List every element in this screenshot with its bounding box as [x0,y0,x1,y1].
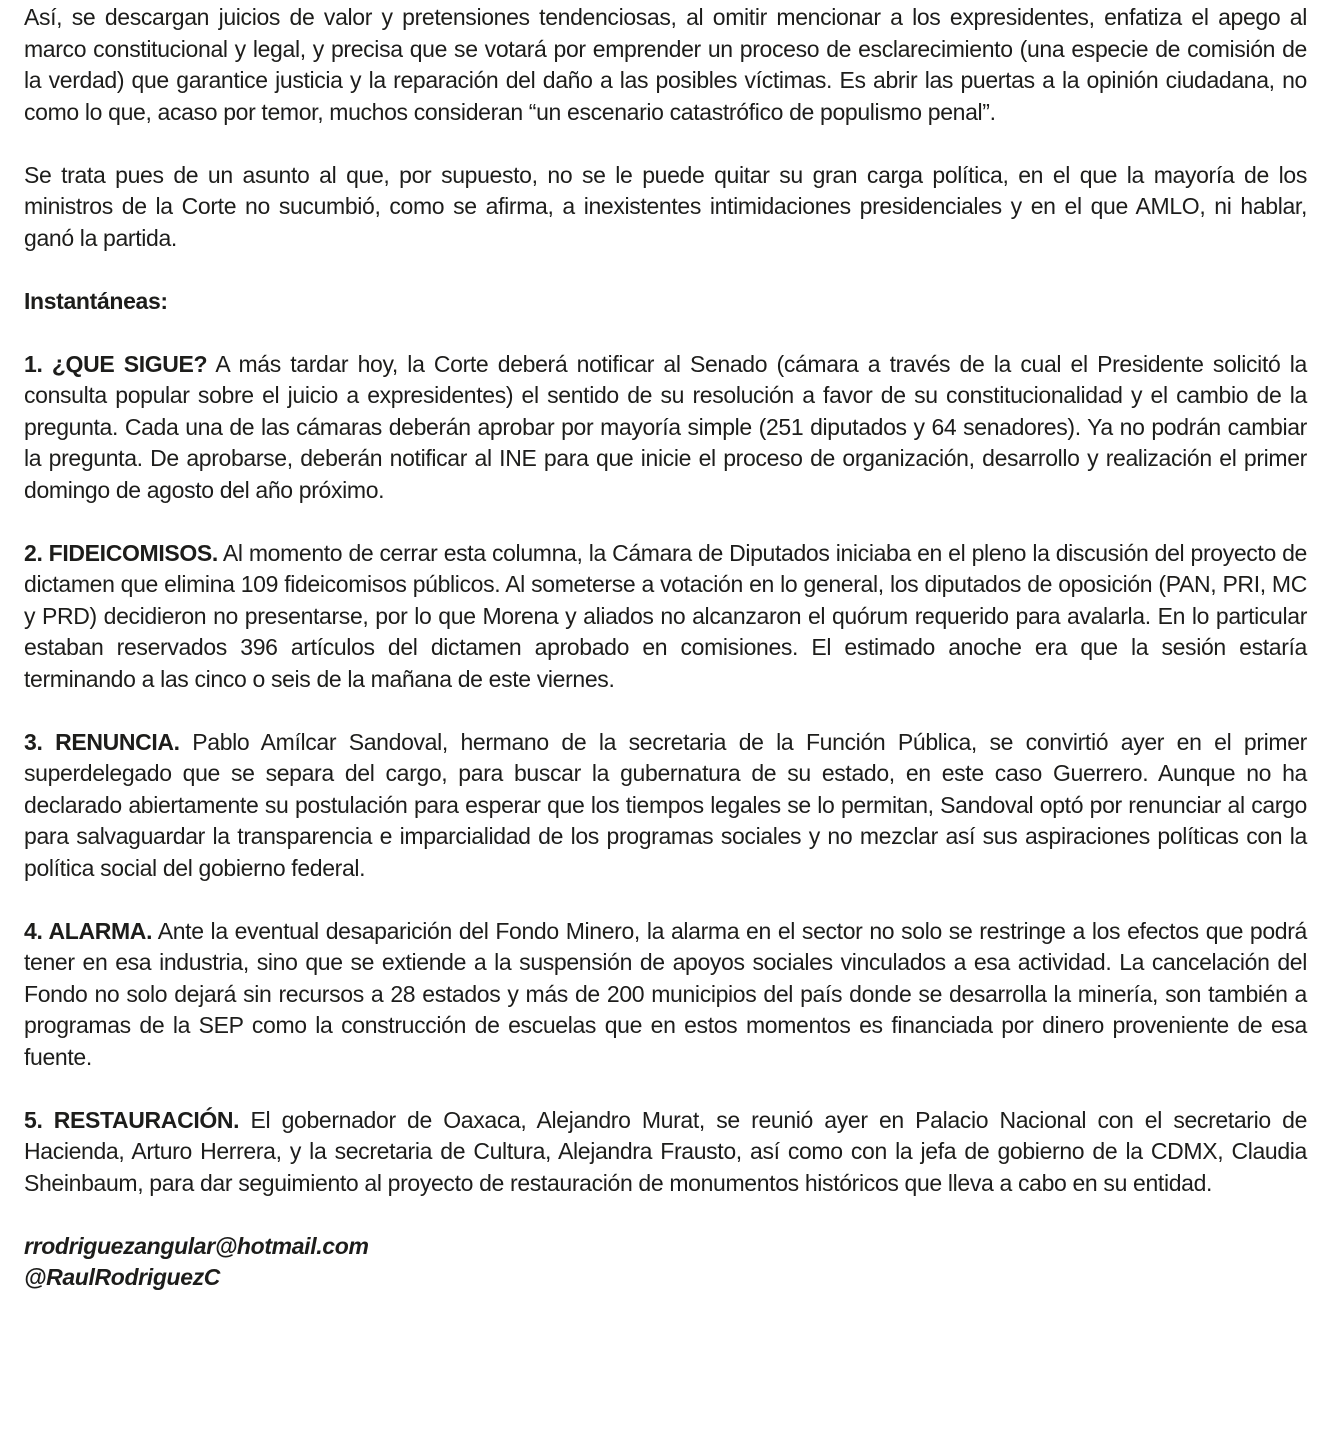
item-renuncia [24,727,1307,885]
item-lead: 1. ¿QUE SIGUE? [24,350,208,377]
item-fideicomisos [24,538,1307,696]
item-text: Ante la eventual desaparición del Fondo Minero, la alarma en el sector no solo se restringe a los efectos que podrá tener en esa industria, sino que se extiende a la suspensión de apoyos sociales vinculados a esa actividad. La cancelación del Fondo no solo dejará sin recursos a 28 estados y más de 200 municipios del país donde se desarrolla la minería, son también a programas de la SEP como la construcción de escuelas que en estos momentos es financiada por dinero proveniente de esa fuente. [24,917,1307,1070]
paragraph-intro: Así, se descargan juicios de valor y pretensiones tendenciosas, al omitir mencionar a los expresidentes, enfatiza el apego al marco constitucional y legal, y precisa que se votará por emprender un proceso de esclarecimiento (una especie de comisión de la verdad) que garantice justicia y la reparación del daño a las posibles víctimas. Es abrir las puertas a la opinión ciudadana, no como lo que, acaso por temor, muchos consideran “un escenario catastrófico de populismo penal”. [24,4,1307,125]
item-lead: 5. RESTAURACIÓN. [24,1106,240,1133]
item-lead: 4. ALARMA. [24,917,153,944]
item-text: El gobernador de Oaxaca, Alejandro Murat, se reunió ayer en Palacio Nacional con el secretario de Hacienda, Arturo Herrera, y la secretaria de Cultura, Alejandra Frausto, así como con la jefa de gobierno de la CDMX, Claudia Sheinbaum, para dar seguimiento al proyecto de restauración de monumentos históricos que lleva a cabo en su entidad. [24,1106,1308,1196]
author-handle: @RaulRodriguezC [24,1264,221,1290]
item-text: Pablo Amílcar Sandoval, hermano de la secretaria de la Función Pública, se convirtió ayer en el primer superdelegado que se separa del cargo, para buscar la gubernatura de su estado, en este caso Guerrero. Aunque no ha declarado abiertamente su postulación para esperar que los tiempos legales se lo permitan, Sandoval optó por renunciar al cargo para salvaguardar la transparencia e imparcialidad de los programas sociales y no mezclar así sus aspiraciones políticas con la política social del gobierno federal. [24,728,1307,881]
item-lead: 3. RENUNCIA. [24,728,180,755]
section-heading: Instantáneas: [24,287,168,314]
item-lead: 2. FIDEICOMISOS. [24,539,218,566]
item-alarma [24,916,1307,1074]
item-restauracion [24,1105,1307,1200]
article-column [24,2,1307,1294]
author-email: rrodriguezangular@hotmail.com [24,1232,369,1259]
paragraph-politics: Se trata pues de un asunto al que, por supuesto, no se le puede quitar su gran carga política, en el que la mayoría de los ministros de la Corte no sucumbió, como se afirma, a inexistentes intimidaciones presidenciales y en el que AMLO, ni hablar, ganó la partida. [24,161,1307,251]
item-que-sigue [24,349,1307,507]
item-text: Al momento de cerrar esta columna, la Cámara de Diputados iniciaba en el pleno la discusión del proyecto de dictamen que elimina 109 fideicomisos públicos. Al someterse a votación en lo general, los diputados de oposición (PAN, PRI, MC y PRD) decidieron no presentarse, por lo que Morena y aliados no alcanzaron el quórum requerido para avalarla. En lo particular estaban reservados 396 artículos del dictamen aprobado en comisiones. El estimado anoche era que la sesión estaría terminando a las cinco o seis de la mañana de este viernes. [24,539,1307,692]
item-text: A más tardar hoy, la Corte deberá notificar al Senado (cámara a través de la cual el Presidente solicitó la consulta popular sobre el juicio a expresidentes) el sentido de su resolución a favor de su constitucionalidad y el cambio de la pregunta. Cada una de las cámaras deberán aprobar por mayoría simple (251 diputados y 64 senadores). Ya no podrán cambiar la pregunta. De aprobarse, deberán notificar al INE para que inicie el proceso de organización, desarrollo y realización el primer domingo de agosto del año próximo. [24,350,1307,503]
